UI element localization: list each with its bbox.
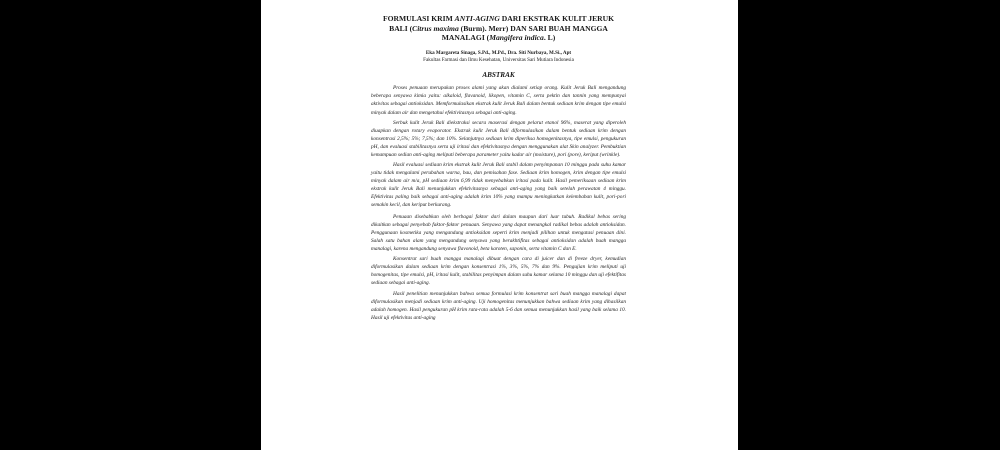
title-line-1 [371,14,626,24]
abstract-paragraph: Hasil penelitian menunjukkan bahwa semua formulasi krim konsentrat sari buah mangga manalagi dapat diformulasikan menjadi sediaan krim anti-aging. Uji homogenitas menunjukkan bahwa sediaan krim yang dihasilkan adalah homogen. Hasil pengukuran pH krim rata-rata adalah 5-6 dan semua menunjukkan hasil yang baik selama 10. Hasil uji efektivitas anti-aging [371,290,626,321]
title-italic-text: ANTI-AGING [454,14,500,23]
title-text: FORMULASI KRIM [382,14,455,23]
paper-title [371,14,626,43]
author-list: Eka Margareta Sinaga, S.Pd., M.Pd., Dra. Siti Nurbaya, M.Si., Apt [425,50,572,57]
abstract-paragraph: Konsentrat sari buah mangga manalagi dibuat dengan cara di juicer dan di freeze dryer, kemudian diformulasikan dalam sediaan krim dengan konsentrasi 1%, 3%, 5%, 7% dan 9%. Pengujian krim meliputi uji homogenitas, tipe emulsi, pH, iritasi kulit, stabilitas penyimpan dalam suhu kamar selama 10 minggu dan uji efektifitas sediaan sebagai anti-aging. [371,256,626,287]
page-content [371,14,626,324]
abstract-paragraph: Hasil evaluasi sediaan krim ekstrak kulit Jeruk Bali stabil dalam penyimpanan 10 minggu pada suhu kamar yaitu tidak mengalami perubahan warna, bau, dan pemisahan fase. Sediaan krim homogen, krim dengan tipe emulsi minyak dalam air m/a, pH sediaan krim 6,99 tidak menyebabkan iritasi pada kulit. Hasil pemeriksaan sediaan krim ekstrak kulit Jeruk Bali menunjukkan efektivitasnya sebagai anti-aging yang baik setelah perawatan 4 minggu. Efektivitas paling baik sebagai anti-aging adalah krim 10% yang mampu meningkatkan kelembaban kulit, pori-pori semakin kecil, dan keriput berkurang. [371,161,626,209]
title-italic-text: Mangifera indica [489,33,544,43]
title-text: MANALAGI ( [441,33,490,43]
abstract-heading: ABSTRAK [482,71,515,80]
title-line-2 [371,24,626,34]
abstract-paragraph: Penuaan disebabkan oleh berbagai faktor dari dalam maupun dari luar tubuh. Radikal bebas sering dikaitkan sebagai penyebab faktor-faktor penuaan. Senyawa yang dapat menangkal radikal bebas adalah antioksidan. Penggunaan kosmetika yang mengandung antioksidan seperti krim menjadi pilihan untuk mengatasi penuaan dini. Salah satu bahan alam yang mengandung senyawa yang berakhtifitas sebagai antioksidan adalah buah mangga manalagi, karena mengandung senyawa flavonoid, beta karoten, saponin, serta vitamin C dan E. [371,214,626,253]
title-text: (Burm). Merr) DAN SARI BUAH MANGGA [458,23,608,33]
document-page [261,0,738,450]
title-italic-text: Citrus maxima [412,23,459,33]
title-text: DARI EKSTRAK KULIT JERUK [499,14,615,23]
abstract-paragraph: Proses penuaan merupakan proses alami yang akan dialami setiap orang. Kulit Jeruk Bali mengandung beberapa senyawa kimia yaitu: alkaloid, flavanoid, likopen, vitamin C, serta pektin dan tannin yang mempunyai aktivitas sebagai antioksidan. Memformulasikan ekstrak kulit Jeruk Bali dalam bentuk sediaan krim dengan tipe emulsi minyak dalam air dan mengetahui efektivitasnya sebagai anti-aging. [371,85,626,116]
title-text: BALI ( [389,23,413,33]
title-text: . L) [543,33,556,43]
abstract-paragraph: Serbuk kulit Jeruk Bali diekstraksi secara maserasi dengan pelarut etanol 96%, maserat yang diperoleh diuapkan dengan rotary evaporator. Ekstrak kulit Jeruk Bali diformulasikan dalam bentuk sediaan krim dengan konsentrasi 2,5%; 5%; 7,5%; dan 10%. Selanjutnya sediaan krim diperiksa homogenitasnya, tipe emulsi, pengukuran pH, dan evaluasi stabilitasnya serta uji iritasi dan efektivitasnya dengan menggunakan alat Skin analyzer. Pembuktian kemampuan sedian anti-aging meliputi beberapa parameter yaitu kadar air (moisture), pori (pore), keriput (wrinkle). [371,119,626,158]
affiliation: Fakultas Farmasi dan Ilmu Kesehatan, Universitas Sari Mutiara Indonesia [423,56,574,63]
title-line-3 [371,33,626,43]
